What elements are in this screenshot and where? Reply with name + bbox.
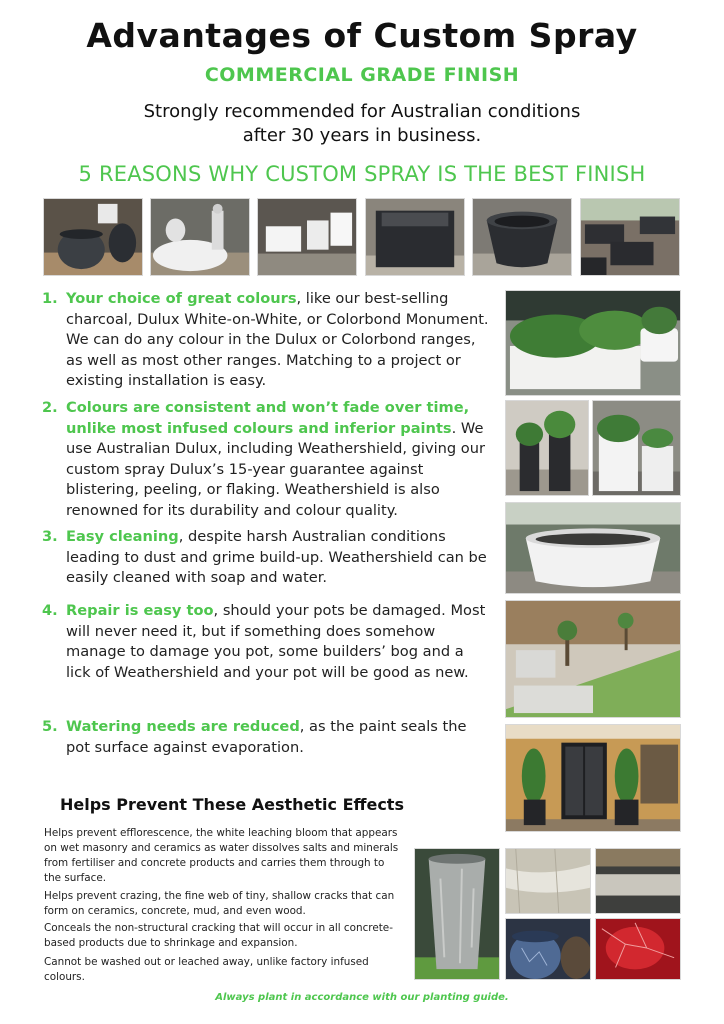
reason-text: . We use Australian Dulux, including Weathershield, giving our custom spray Dulux’s 15-year guarantee against blistering, peeling, or flaking. Weathershield is also renowned for its durability and colour quality. [66,419,485,519]
reason-text: , as the paint seals the pot surface against evaporation. [66,718,467,756]
photo-round-black-pot [472,198,572,276]
reason-item-3 [42,527,490,589]
recommendation-line-2: after 30 years in business. [242,125,482,146]
reason-highlight: Your choice of great colours [66,290,297,307]
reason-item-5 [42,717,490,758]
reason-highlight: Repair is easy too [66,602,214,619]
reason-highlight: Easy cleaning [66,528,179,545]
reason-item-2 [42,398,490,522]
photo-sprayed-pots [43,198,143,276]
reason-number: 4. [42,602,58,619]
reason-text: , should your pots be damaged. Most will never need it, but if something does somehow manage to damage you pot, some builders’ bog and a lick of Weathershield and your pot will be good as new. [66,602,486,681]
reason-number: 2. [42,399,58,416]
reason-highlight: Colours are consistent and won’t fade over time, unlike most infused colours and inferior paints [66,399,470,437]
effects-heading: Helps Prevent These Aesthetic Effects [60,795,404,814]
photo-concrete-efflorescence [595,848,681,914]
reason-text: , despite harsh Australian conditions leading to dust and grime build-up. Weathershield can be easily cleaned with soap and water. [66,528,487,587]
photo-white-troughs-ferns [505,290,681,396]
effect-item-cracking: Conceals the non-structural cracking that will occur in all concrete-based products due to shrinkage and expansion. [44,922,393,949]
reason-number: 3. [42,528,58,545]
reason-highlight: Watering needs are reduced [66,718,300,735]
effect-item-efflorescence: Helps prevent efflorescence, the white leaching bloom that appears on wet masonry and ceramics as water dissolves salts and minerals from fertiliser and concrete products and carries them through to the surface. [44,827,399,884]
reason-number: 5. [42,718,58,735]
photo-efflorescence-wall [505,848,591,914]
planting-guide-note: Always plant in accordance with our planting guide. [215,992,509,1003]
photo-crazed-blue-pots [505,918,591,980]
recommendation-line-1: Strongly recommended for Australian conditions [143,101,581,122]
reason-item-4 [42,601,490,683]
photo-planter-rows [580,198,680,276]
effect-item-crazing: Helps prevent crazing, the fine web of tiny, shallow cracks that can form on ceramics, concrete, mud, and even wood. [44,890,395,917]
page-title: Advantages of Custom Spray [86,16,638,55]
photo-square-black-pot [365,198,465,276]
reason-text: , like our best-selling charcoal, Dulux White-on-White, or Colorbond Monument. We can do any colour in the Dulux or Colorbond ranges, as well as most other ranges. Matching to a project or existing installation is easy. [66,290,489,390]
photo-weathered-pot [414,848,500,980]
photo-spray-booth [150,198,250,276]
photo-white-troughs [257,198,357,276]
effect-item-leaching: Cannot be washed out or leached away, unlike factory infused colours. [44,956,369,983]
photo-white-cylinder-pots [592,400,681,496]
reasons-heading: 5 REASONS WHY CUSTOM SPRAY IS THE BEST FINISH [78,162,646,186]
recommendation-text [0,100,724,148]
photo-white-bowl-planter [505,502,681,594]
page-subtitle: COMMERCIAL GRADE FINISH [204,64,520,86]
photo-tall-black-pots [505,400,589,496]
reason-number: 1. [42,290,58,307]
photo-entry-topiaries [505,724,681,832]
photo-crazed-red-glaze [595,918,681,980]
photo-street-planters [505,600,681,718]
reason-item-1 [42,289,490,392]
